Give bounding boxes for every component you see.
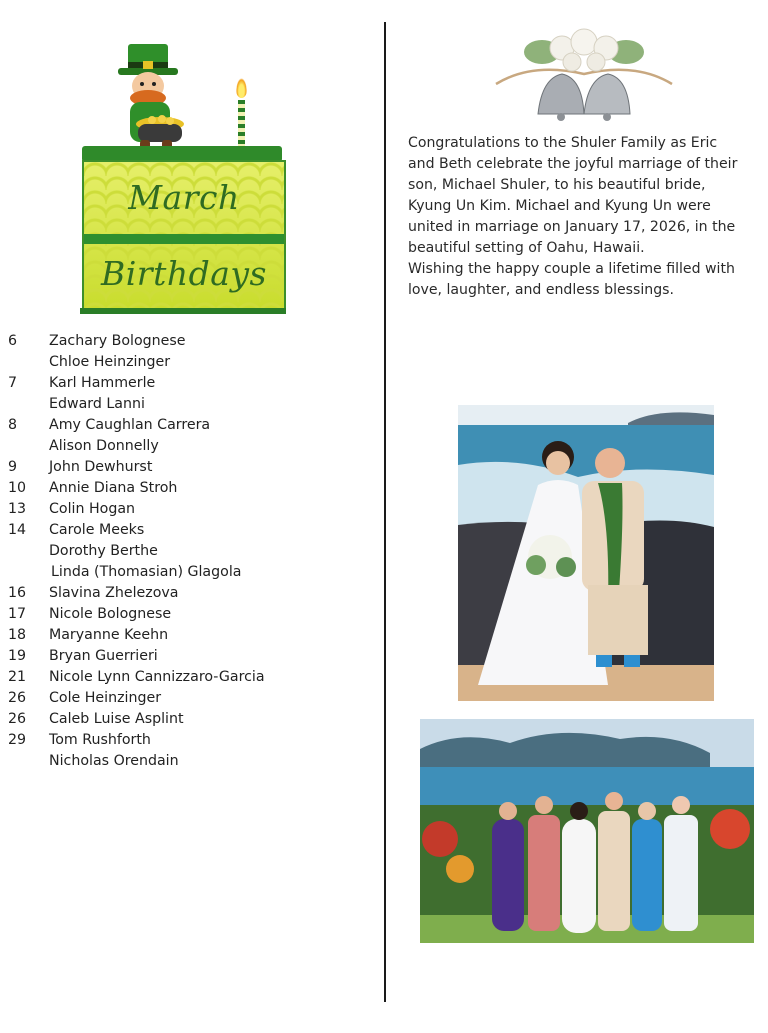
birthday-day: 18: [8, 627, 27, 643]
announcement-paragraph: Congratulations to the Shuler Family as Eric and Beth celebrate the joyful marriage of their son, Michael Shuler, to his beautiful bride, Kyung Un Kim. Michael and Kyung Un were united in marriage on January 17, 2026, in the beautiful setting of Oahu, Hawaii.: [408, 135, 738, 256]
cake-title-line2: Birthdays: [101, 254, 267, 293]
birthday-name: Nicholas Orendain: [49, 753, 179, 769]
list-item: [8, 625, 378, 646]
birthday-day: 7: [8, 375, 18, 391]
family-group-photo: [420, 719, 754, 943]
birthday-day: 19: [8, 648, 27, 664]
birthday-name: Tom Rushforth: [49, 732, 151, 748]
list-item: [8, 478, 378, 499]
list-item: [8, 562, 378, 583]
birthday-name: Bryan Guerrieri: [49, 648, 158, 664]
birthday-day: 16: [8, 585, 27, 601]
birthday-day: 26: [8, 690, 27, 706]
birthday-day: 17: [8, 606, 27, 622]
list-item: [8, 583, 378, 604]
wedding-couple-photo: [458, 405, 714, 701]
birthday-name: Chloe Heinzinger: [49, 354, 171, 370]
leprechaun-icon: [100, 40, 200, 160]
birthday-name: Karl Hammerle: [49, 375, 156, 391]
list-item: [8, 751, 378, 772]
candle-flame-icon: [236, 78, 247, 98]
column-divider: [384, 22, 386, 1002]
birthday-day: 26: [8, 711, 27, 727]
list-item: [8, 709, 378, 730]
wedding-announcement: [408, 133, 748, 301]
birthday-name: Zachary Bolognese: [49, 333, 186, 349]
birthday-day: 9: [8, 459, 18, 475]
list-item: [8, 730, 378, 751]
cake-base: [80, 308, 286, 314]
birthday-day: 29: [8, 732, 27, 748]
list-item: [8, 541, 378, 562]
birthday-day: 10: [8, 480, 27, 496]
list-item: [8, 436, 378, 457]
birthday-name: Nicole Bolognese: [49, 606, 172, 622]
birthday-name: Slavina Zhelezova: [49, 585, 179, 601]
birthday-name: Colin Hogan: [49, 501, 136, 517]
birthday-name: Edward Lanni: [49, 396, 145, 412]
birthday-list: [8, 331, 378, 772]
cake-title-line1: March: [128, 178, 240, 217]
list-item: [8, 394, 378, 415]
list-item: [8, 331, 378, 352]
birthday-day: 13: [8, 501, 27, 517]
birthday-name: Amy Caughlan Carrera: [49, 417, 211, 433]
birthday-name: Cole Heinzinger: [49, 690, 162, 706]
birthday-day: 21: [8, 669, 27, 685]
list-item: [8, 499, 378, 520]
birthday-name: Carole Meeks: [49, 522, 145, 538]
list-item: [8, 415, 378, 436]
list-item: [8, 667, 378, 688]
wedding-bells-icon: [492, 22, 676, 126]
birthday-name: Annie Diana Stroh: [49, 480, 178, 496]
list-item: [8, 352, 378, 373]
cake-body: [82, 160, 286, 314]
birthday-name: Dorothy Berthe: [49, 543, 158, 559]
list-item: [8, 688, 378, 709]
birthday-cake-graphic: [80, 40, 290, 320]
list-item: [8, 520, 378, 541]
birthday-day: 6: [8, 333, 18, 349]
cake-band: [84, 234, 284, 244]
birthday-name: Caleb Luise Asplint: [49, 711, 184, 727]
birthday-name: Alison Donnelly: [49, 438, 159, 454]
birthday-name: Nicole Lynn Cannizzaro-Garcia: [49, 669, 265, 685]
birthday-day: 8: [8, 417, 18, 433]
list-item: [8, 646, 378, 667]
candle-icon: [238, 100, 245, 150]
announcement-paragraph: Wishing the happy couple a lifetime filled with love, laughter, and endless blessings.: [408, 261, 735, 298]
birthday-name: Linda (Thomasian) Glagola: [51, 564, 242, 580]
list-item: [8, 373, 378, 394]
list-item: [8, 457, 378, 478]
birthday-name: John Dewhurst: [49, 459, 153, 475]
birthday-name: Maryanne Keehn: [49, 627, 169, 643]
list-item: [8, 604, 378, 625]
birthday-day: 14: [8, 522, 27, 538]
